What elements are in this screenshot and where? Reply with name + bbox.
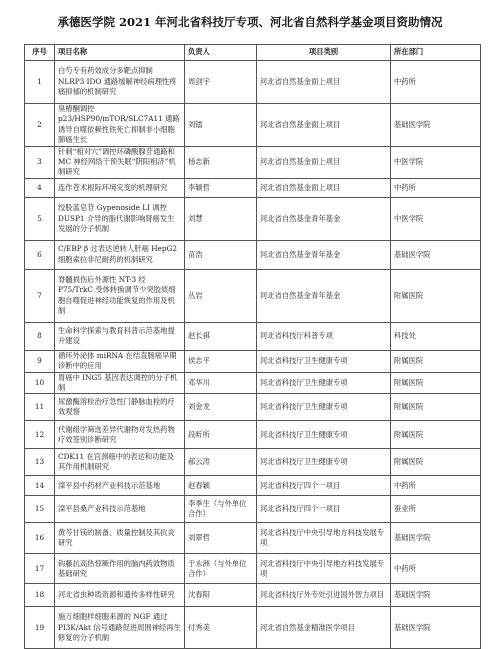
cell-type: 河北省科技厅卫生健康专项 — [257, 449, 391, 476]
table-row — [25, 322, 481, 350]
table-row — [25, 394, 481, 421]
cell-no: 16 — [25, 523, 55, 554]
cell-type: 河北省自然基金青年基金 — [257, 197, 391, 240]
cell-name: 钩藤抗高热惊厥作用的脑内药效物质基础研究 — [55, 554, 185, 584]
table-row — [25, 372, 481, 394]
cell-dept: 中药所 — [391, 178, 481, 197]
cell-type: 河北省自然基金面上项目 — [257, 61, 391, 104]
table-body — [25, 61, 481, 649]
cell-person: 李季生（与外单位合作） — [185, 496, 257, 523]
cell-person: 刘翠哲 — [185, 523, 257, 554]
cell-type: 河北省自然基金面上项目 — [257, 104, 391, 147]
cell-person: 周剑宇 — [185, 61, 257, 104]
cell-type: 河北省科技厅卫生健康专项 — [257, 350, 391, 372]
table-row — [25, 178, 481, 197]
cell-person: 刘慧 — [185, 197, 257, 240]
col-header-name: 项目名称 — [55, 45, 185, 61]
cell-person: 沈春阳 — [185, 584, 257, 607]
cell-no: 4 — [25, 178, 55, 197]
cell-dept: 附属医院 — [391, 350, 481, 372]
cell-type: 河北省科技厅科普专项 — [257, 322, 391, 350]
col-header-no: 序号 — [25, 45, 55, 61]
cell-dept: 附属医院 — [391, 269, 481, 322]
cell-name: C/EBP β 过表达逆转人肝癌 HepG2 细胞索拉非尼耐药的机制研究 — [55, 240, 185, 269]
table-row — [25, 61, 481, 104]
cell-name: CDK11 在宫颈癌中的表达和功能及其作用机制研究 — [55, 449, 185, 476]
cell-person: 刘镭 — [185, 104, 257, 147]
cell-dept: 附属医院 — [391, 394, 481, 421]
cell-dept: 中药所 — [391, 554, 481, 584]
cell-name: 黄芩甘镁的制备、质量控制及其抗炎研究 — [55, 523, 185, 554]
cell-name: 脊髓损伤后外源性 NT-3 经 P75/TrkC 受体转换调节少突胶质细胞自噬促进神经功能恢复的作用及机制 — [55, 269, 185, 322]
cell-person: 付秀美 — [185, 607, 257, 649]
cell-no: 17 — [25, 554, 55, 584]
cell-name: 生命科学探索与教育科普示范基地提升建设 — [55, 322, 185, 350]
cell-no: 15 — [25, 496, 55, 523]
cell-no: 13 — [25, 449, 55, 476]
cell-no: 12 — [25, 421, 55, 449]
cell-person: 赵春颖 — [185, 476, 257, 496]
cell-person: 刘金龙 — [185, 394, 257, 421]
cell-person: 于永洲（与外单位合作） — [185, 554, 257, 584]
cell-no: 10 — [25, 372, 55, 394]
cell-type: 河北省科技厅卫生健康专项 — [257, 372, 391, 394]
page-title: 承德医学院 2021 年河北省科技厅专项、河北省自然科学基金项目资助情况 — [57, 15, 443, 29]
cell-dept: 基础医学院 — [391, 240, 481, 269]
cell-no: 6 — [25, 240, 55, 269]
table-row — [25, 421, 481, 449]
cell-dept: 中医学院 — [391, 146, 481, 178]
table-row — [25, 584, 481, 607]
header-row — [25, 45, 481, 61]
cell-name: 代谢组学筛选差异代谢物对发热药物疗效签别诊断研究 — [55, 421, 185, 449]
table-row — [25, 240, 481, 269]
cell-name: 循环外泌体 miRNA 在结直肠癌早期诊断中的应用 — [55, 350, 185, 372]
cell-dept: 中医学院 — [391, 197, 481, 240]
cell-person: 苗浩 — [185, 240, 257, 269]
table-row — [25, 523, 481, 554]
cell-person: 郝云涛 — [185, 449, 257, 476]
cell-person: 赵长祺 — [185, 322, 257, 350]
cell-type: 河北省科技厅四个一项目 — [257, 496, 391, 523]
cell-person: 杨志新 — [185, 146, 257, 178]
table-row — [25, 269, 481, 322]
cell-dept: 基础医学院 — [391, 523, 481, 554]
cell-name: 尿激酶溶栓治疗急性门静脉血栓的疗效观察 — [55, 394, 185, 421]
cell-dept: 基础医学院 — [391, 104, 481, 147]
cell-name: 河北省虫种质资源和遗传多样性研究 — [55, 584, 185, 607]
cell-dept: 中药所 — [391, 476, 481, 496]
table-row — [25, 197, 481, 240]
cell-dept: 中药所 — [391, 61, 481, 104]
table-row — [25, 449, 481, 476]
cell-name: 施万细胞样细胞来源的 NGF 通过 PI3K/Akt 信号通路促进周围神经再生修复的分子机制 — [55, 607, 185, 649]
cell-name: 连作苍术根际环境灾变的机理研究 — [55, 178, 185, 197]
table-row — [25, 496, 481, 523]
table-row — [25, 104, 481, 147]
cell-name: 臭椿酮调控 p23/HSP90/mTOR/SLC7A11 通路诱导自噬依赖性铁死亡抑制非小细胞肺癌生长 — [55, 104, 185, 147]
cell-no: 14 — [25, 476, 55, 496]
cell-dept: 蚕业所 — [391, 496, 481, 523]
table-row — [25, 146, 481, 178]
cell-dept: 附属医院 — [391, 372, 481, 394]
col-header-person: 负责人 — [185, 45, 257, 61]
cell-dept: 科技处 — [391, 322, 481, 350]
cell-type: 河北省自然基金面上项目 — [257, 178, 391, 197]
cell-type: 河北省科技厅中央引导地方科技发展专项 — [257, 554, 391, 584]
cell-type: 河北省科技厅卫生健康专项 — [257, 421, 391, 449]
cell-no: 7 — [25, 269, 55, 322]
cell-dept: 基础医学院 — [391, 584, 481, 607]
cell-name: 滦平县中药材产业科技示范基地 — [55, 476, 185, 496]
cell-dept: 附属医院 — [391, 421, 481, 449]
table-row — [25, 607, 481, 649]
cell-type: 河北省科技厅外专处引进国外智力项目 — [257, 584, 391, 607]
cell-type: 河北省自然基金面上项目 — [257, 146, 391, 178]
cell-name: 滦平县桑产业科技示范基地 — [55, 496, 185, 523]
cell-person: 侯志平 — [185, 350, 257, 372]
col-header-type: 项目类别 — [257, 45, 391, 61]
cell-name: 针刺“相对穴”调控环磷酸腺苷通路和 MC 神经网络干预失眠“阴阳相济”机制研究 — [55, 146, 185, 178]
cell-no: 18 — [25, 584, 55, 607]
cell-type: 河北省科技厅中央引导地方科技发展专项 — [257, 523, 391, 554]
cell-dept: 附属医院 — [391, 449, 481, 476]
table-row — [25, 476, 481, 496]
cell-type: 河北省自然基金青年基金 — [257, 240, 391, 269]
cell-person: 段昕所 — [185, 421, 257, 449]
table-row — [25, 350, 481, 372]
col-header-dept: 所在部门 — [391, 45, 481, 61]
grants-table — [24, 44, 481, 649]
table-row — [25, 554, 481, 584]
cell-no: 5 — [25, 197, 55, 240]
cell-person: 李颖哲 — [185, 178, 257, 197]
cell-type: 河北省科技厅四个一项目 — [257, 476, 391, 496]
cell-type: 河北省科技厅卫生健康专项 — [257, 394, 391, 421]
cell-no: 8 — [25, 322, 55, 350]
cell-name: 绞股蓝皂苷 Gypenoside LI 调控 DUSP1 介导的脂代谢影响肾癌发生发展的分子机制 — [55, 197, 185, 240]
cell-person: 邓华川 — [185, 372, 257, 394]
cell-person: 丛岩 — [185, 269, 257, 322]
cell-no: 9 — [25, 350, 55, 372]
table-header — [25, 45, 481, 61]
cell-dept: 基础医学院 — [391, 607, 481, 649]
cell-type: 河北省自然基金精准医学项目 — [257, 607, 391, 649]
cell-no: 11 — [25, 394, 55, 421]
cell-name: 胃癌中 ING5 基因表达调控的分子机制 — [55, 372, 185, 394]
cell-no: 19 — [25, 607, 55, 649]
cell-no: 1 — [25, 61, 55, 104]
cell-name: 白芍专有药效成分多靶点抑制 NLRP3 IDO 通路缓解神经病理性疼痛抑郁的机制研究 — [55, 61, 185, 104]
cell-no: 2 — [25, 104, 55, 147]
cell-type: 河北省自然基金青年基金 — [257, 269, 391, 322]
cell-no: 3 — [25, 146, 55, 178]
